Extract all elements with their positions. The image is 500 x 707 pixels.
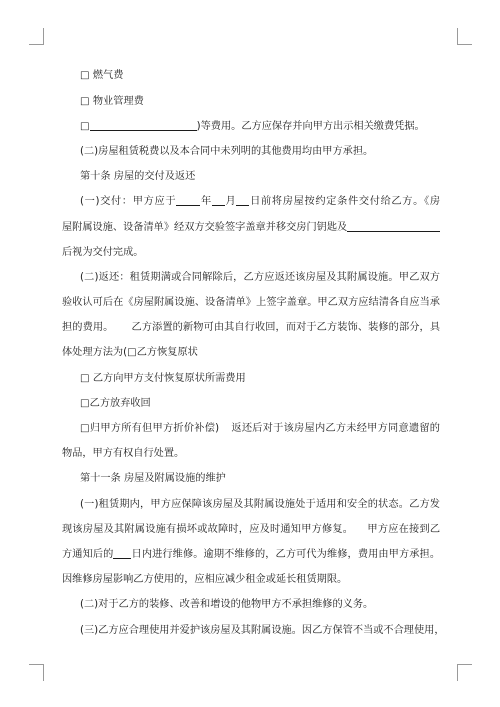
text-segment: 日内进行维修。逾期不维修的，乙方可代为维修，费用由甲方承担。 <box>131 548 441 560</box>
text-segment: 后视为交付完成。 <box>62 246 144 258</box>
text-line <box>62 189 440 214</box>
checkbox-belongs-to-landlord <box>62 416 440 466</box>
text-segment: □ 乙方向甲方支付恢复原状所需费用 <box>80 372 246 384</box>
crop-mark-line <box>43 28 44 45</box>
text-gap <box>113 329 131 330</box>
text-segment: 甲方应在接到乙 <box>367 523 441 535</box>
text-line <box>62 315 440 340</box>
contract-text <box>62 63 445 642</box>
crop-mark-line <box>457 664 458 681</box>
text-segment: 方通知后的 <box>62 548 114 560</box>
text-segment: (二)对于乙方的装修、改善和增设的他物甲方不承担维修的义务。 <box>80 599 374 611</box>
paragraph-delivery <box>62 189 440 265</box>
text-line <box>62 492 440 517</box>
checkbox-give-up-recovery <box>62 391 440 416</box>
text-segment: □归甲方所有但甲方折价补偿) <box>80 423 220 435</box>
text-line <box>62 441 440 466</box>
text-gap <box>219 430 231 431</box>
text-segment: 日前将房屋按约定条件交付给乙方。《房 <box>249 196 441 208</box>
text-segment: 乙方添置的新物可由其自行收回，而对于乙方装饰、装修的部分，具 <box>131 322 441 334</box>
text-segment: (一)交付：甲方应于 <box>80 196 177 208</box>
text-segment: 现该房屋及其附属设施有损坏或故障时，应及时通知甲方修复。 <box>62 523 354 535</box>
paragraph-taxes-and-other-fees <box>62 139 440 164</box>
text-segment: 屋附属设施、设备清单》经双方交验签字盖章并移交房门钥匙及 <box>62 221 348 233</box>
text-line <box>62 542 440 567</box>
text-line <box>62 215 440 240</box>
text-segment: □乙方放弃收回 <box>80 397 151 409</box>
text-line <box>62 567 440 592</box>
fill-blank <box>90 130 197 131</box>
text-line <box>62 265 440 290</box>
heading-article-10 <box>62 164 440 189</box>
text-segment: 体处理方法为(□乙方恢复原状 <box>62 347 198 359</box>
fill-blank <box>236 205 249 206</box>
checkbox-property-management-fee <box>62 89 440 114</box>
text-segment: (一)租赁期内，甲方应保障该房屋及其附属设施处于适用和安全的状态。乙方发 <box>80 498 440 510</box>
text-segment: 担的费用。 <box>62 322 114 334</box>
fill-blank <box>347 231 440 232</box>
text-segment: 年 <box>200 196 212 208</box>
checkbox-pay-restoration-cost <box>62 366 440 391</box>
paragraph-return <box>62 265 440 366</box>
text-line <box>62 416 440 441</box>
crop-mark-line <box>29 664 44 665</box>
paragraph-maintenance-during-lease <box>62 492 440 593</box>
text-segment: )等费用。乙方应保存并向甲方出示相关缴费凭据。 <box>196 120 425 132</box>
text-segment: 返还后对于该房屋内乙方未经甲方同意遗留的 <box>231 423 440 435</box>
text-segment: (二)返还：租赁期满或合同解除后，乙方应返还该房屋及其附属设施。甲乙双方 <box>80 271 440 283</box>
crop-mark-line <box>29 44 44 45</box>
text-segment: □ <box>80 120 90 132</box>
text-segment: 物品，甲方有权自行处置。 <box>62 448 185 460</box>
text-segment: (三)乙方应合理使用并爱护该房屋及其附属设施。因乙方保管不当或不合理使用， <box>80 624 445 636</box>
crop-mark-line <box>457 28 458 45</box>
paragraph-tenant-proper-use <box>62 618 445 643</box>
heading-article-11 <box>62 466 440 491</box>
fill-blank <box>176 205 200 206</box>
text-segment: (二)房屋租赁税费以及本合同中未列明的其他费用均由甲方承担。 <box>80 145 374 157</box>
text-segment: 验收认可后在《房屋附属设施、设备清单》上签字盖章。甲乙双方应结清各自应当承 <box>62 297 440 309</box>
text-segment: □ 物业管理费 <box>80 95 144 107</box>
text-segment: 因维修房屋影响乙方使用的，应相应减少租金或延长租赁期限。 <box>62 574 348 586</box>
paragraph-no-repair-obligation <box>62 592 440 617</box>
section-heading: 第十一条 房屋及附属设施的维护 <box>80 473 226 485</box>
text-line <box>62 517 440 542</box>
checkbox-gas-fee <box>62 63 440 88</box>
crop-mark-line <box>43 664 44 681</box>
fill-blank <box>113 558 131 559</box>
text-line <box>62 290 440 315</box>
crop-mark-line <box>457 664 472 665</box>
checkbox-other-fees <box>62 114 440 139</box>
text-segment: □ 燃气费 <box>80 70 124 82</box>
text-line <box>62 240 440 265</box>
checkbox-restore-original <box>62 340 440 365</box>
text-gap <box>353 531 367 532</box>
section-heading: 第十条 房屋的交付及返还 <box>80 171 196 183</box>
crop-mark-line <box>457 44 472 45</box>
fill-blank <box>212 205 225 206</box>
text-segment: 月 <box>224 196 237 208</box>
